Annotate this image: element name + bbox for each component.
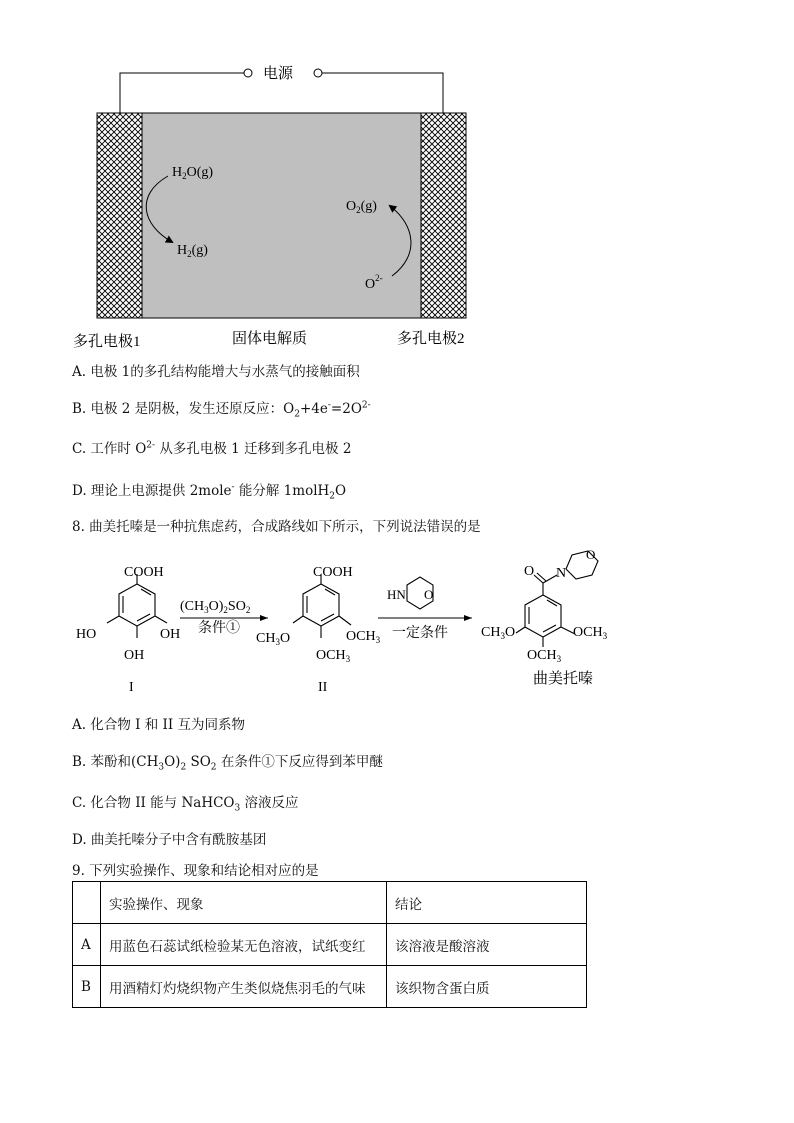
ho-I: HO: [76, 627, 97, 642]
o-reagent: O: [424, 587, 434, 602]
condition-1: 条件①: [198, 621, 240, 636]
q9-table: [72, 881, 587, 1008]
och3-II-right: $OCH_3$: [346, 629, 381, 645]
condition-2: 一定条件: [392, 626, 448, 641]
h2-label: $H_2(g)$: [177, 243, 208, 259]
ch3o-product: $CH_3O$: [481, 625, 516, 641]
hn-reagent: HN: [387, 587, 406, 602]
table-cell: A: [73, 924, 101, 966]
oxide-ion-label: $O^{2-}$: [365, 273, 383, 292]
porous-electrode-2: [421, 113, 466, 318]
q8-stem: 8. 曲美托嗪是一种抗焦虑药，合成路线如下所示，下列说法错误的是: [72, 519, 481, 535]
o-carbonyl: O: [524, 564, 535, 579]
q8-option-b: B. 苯酚和$(CH_3O)_2$ $SO_2$ 在条件①下反应得到苯甲醚: [72, 754, 383, 773]
product-name: 曲美托嗪: [533, 671, 594, 687]
wire-right: [322, 73, 443, 113]
cooh-II: COOH: [313, 565, 353, 580]
oh-I-bottom: OH: [124, 648, 145, 663]
table-header-row: [73, 882, 587, 924]
q7-option-b: B. 电极 2 是阴极，发生还原反应：$O_2+4e^-=2O^{2-}$: [72, 400, 371, 420]
q7-option-a: A. 电极 1的多孔结构能增大与水蒸气的接触面积: [72, 364, 360, 380]
terminal-left: [244, 69, 252, 77]
terminal-right: [314, 69, 322, 77]
electrolysis-cell-diagram: [0, 0, 794, 360]
och3-product-bottom: $OCH_3$: [527, 648, 562, 664]
ring-product: [525, 595, 561, 637]
electrode2-label: 多孔电极2: [397, 331, 465, 347]
q8-option-c: C. 化合物 II 能与 NaHCO$_3$ 溶液反应: [72, 795, 299, 814]
reagent-1: $(CH_3O)_2SO_2$: [180, 599, 251, 615]
label-II: II: [318, 680, 328, 695]
table-cell: 用蓝色石蕊试纸检验某无色溶液，试纸变红: [101, 924, 387, 966]
oh-I-right: OH: [160, 627, 181, 642]
synthesis-scheme: [0, 545, 794, 705]
q8-option-a: A. 化合物 I 和 II 互为同系物: [72, 717, 245, 733]
o-morpholine: O: [586, 547, 596, 562]
ring-II: [303, 584, 339, 626]
table-row: [73, 966, 587, 1008]
q7-option-d: D. 理论上电源提供 2mole- 能分解 1molH$_2$O: [72, 482, 347, 502]
electrode1-label: 多孔电极1: [73, 334, 141, 350]
electrolyte-label: 固体电解质: [232, 331, 308, 347]
h2o-label: $H_2O(g)$: [172, 165, 214, 181]
ring-I: [119, 584, 155, 626]
cooh-I: COOH: [124, 565, 164, 580]
table-row: [73, 924, 587, 966]
table-cell: 结论: [387, 882, 587, 924]
label-I: I: [129, 680, 134, 695]
q8-option-d: D. 曲美托嗪分子中含有酰胺基团: [72, 832, 267, 848]
och3-II-bottom: $OCH_3$: [316, 648, 351, 664]
wire-left: [120, 73, 244, 113]
porous-electrode-1: [97, 113, 142, 318]
table-cell: B: [73, 966, 101, 1008]
q9-stem: 9. 下列实验操作、现象和结论相对应的是: [72, 863, 319, 879]
table-cell: 该织物含蛋白质: [387, 966, 587, 1008]
o2-label: $O_2(g)$: [346, 199, 377, 215]
ch3o-II: $CH_3O$: [256, 631, 291, 647]
table-cell: 该溶液是酸溶液: [387, 924, 587, 966]
table-cell: 用酒精灯灼烧织物产生类似烧焦羽毛的气味: [101, 966, 387, 1008]
n-amide: N: [556, 566, 567, 581]
solid-electrolyte: [142, 113, 421, 318]
och3-product-right: $OCH_3$: [573, 625, 608, 641]
table-cell: 实验操作、现象: [101, 882, 387, 924]
table-cell: [73, 882, 101, 924]
q7-option-c: C. 工作时 $O^{2-}$ 从多孔电极 1 迁移到多孔电极 2: [72, 440, 352, 457]
power-label: 电源: [263, 66, 294, 82]
